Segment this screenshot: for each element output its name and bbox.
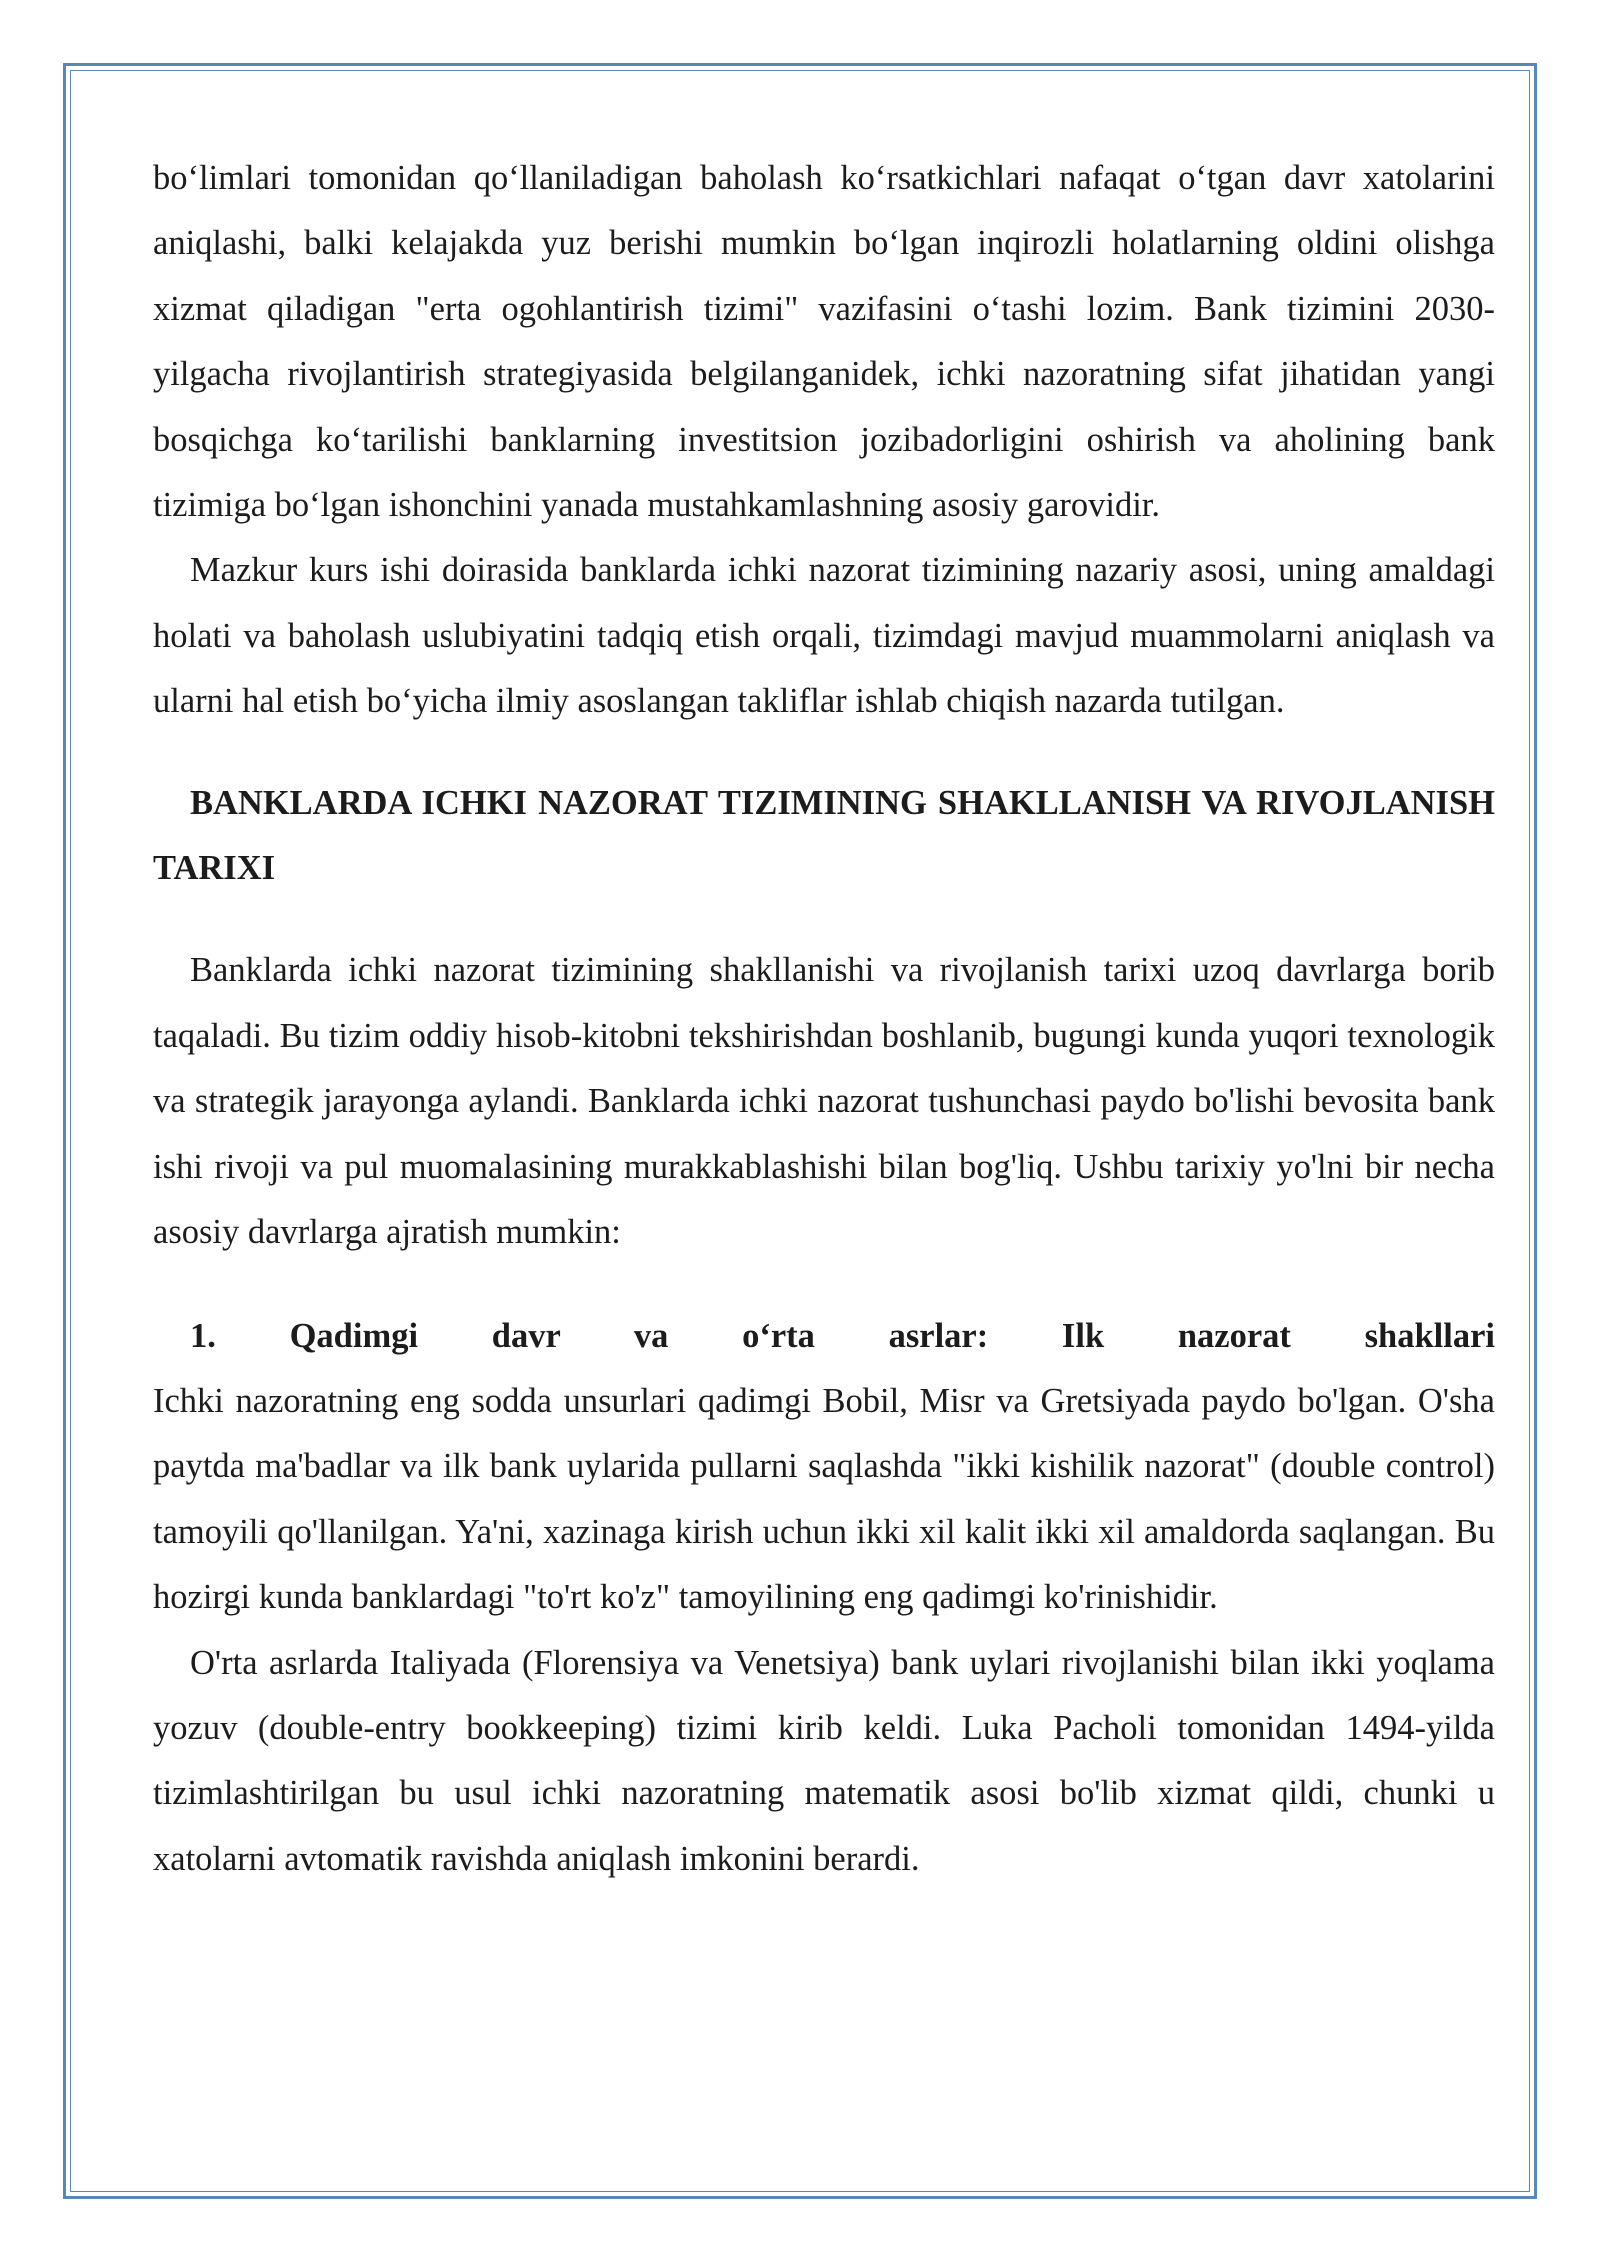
- document-body: [153, 146, 1495, 1892]
- paragraph-history-intro: Banklarda ichki nazorat tizimining shakllanishi va rivojlanish tarixi uzoq davrlarga borib taqaladi. Bu tizim oddiy hisob-kitobni tekshirishdan boshlanib, bugungi kunda yuqori texnologik va strategik jarayonga aylandi. Banklarda ichki nazorat tushunchasi paydo bo'lishi bevosita bank ishi rivoji va pul muomalasining murakkablashishi bilan bog'liq. Ushbu tarixiy yo'lni bir necha asosiy davrlarga ajratish mumkin:: [153, 951, 1495, 1252]
- list-item-body-1: Ichki nazoratning eng sodda unsurlari qadimgi Bobil, Misr va Gretsiyada paydo bo'lgan. O'sha paytda ma'badlar va ilk bank uylarida pullarni saqlashda "ikki kishilik nazorat" (double control) tamoyili qo'llanilgan. Ya'ni, xazinaga kirish uchun ikki xil kalit ikki xil amaldorda saqlangan. Bu hozirgi kunda banklardagi "to'rt ko'z" tamoyilining eng qadimgi ko'rinishidir.: [153, 1381, 1495, 1617]
- paragraph-course-aim: Mazkur kurs ishi doirasida banklarda ichki nazorat tizimining nazariy asosi, uning amaldagi holati va baholash uslubiyatini tadqiq etish orqali, tizimdagi mavjud muammolarni aniqlash va ularni hal etish bo‘yicha ilmiy asoslangan takliflar ishlab chiqish nazarda tutilgan.: [153, 551, 1495, 721]
- section-heading: BANKLARDA ICHKI NAZORAT TIZIMINING SHAKLLANISH VA RIVOJLANISH TARIXI: [153, 783, 1495, 888]
- paragraph-intro-continued: bo‘limlari tomonidan qo‘llaniladigan baholash ko‘rsatkichlari nafaqat o‘tgan davr xatolarini aniqlashi, balki kelajakda yuz berishi mumkin bo‘lgan inqirozli holatlarning oldini olishga xizmat qiladigan "erta ogohlantirish tizimi" vazifasini o‘tashi lozim. Bank tizimini 2030-yilgacha rivojlantirish strategiyasida belgilanganidek, ichki nazoratning sifat jihatidan yangi bosqichga ko‘tarilishi banklarning investitsion jozibadorligini oshirish va aholining bank tizimiga bo‘lgan ishonchini yanada mustahkamlashning asosiy garovidir.: [153, 159, 1495, 525]
- paragraph-middle-ages: O'rta asrlarda Italiyada (Florensiya va Venetsiya) bank uylari rivojlanishi bilan ikki yoqlama yozuv (double-entry bookkeeping) tizimi kirib keldi. Luka Pacholi tomonidan 1494-yilda tizimlashtirilgan bu usul ichki nazoratning matematik asosi bo'lib xizmat qildi, chunki u xatolarni avtomatik ravishda aniqlash imkonini berardi.: [153, 1643, 1495, 1878]
- list-item-title-1: 1. Qadimgi davr va o‘rta asrlar: Ilk nazorat shakllari: [190, 1316, 1495, 1355]
